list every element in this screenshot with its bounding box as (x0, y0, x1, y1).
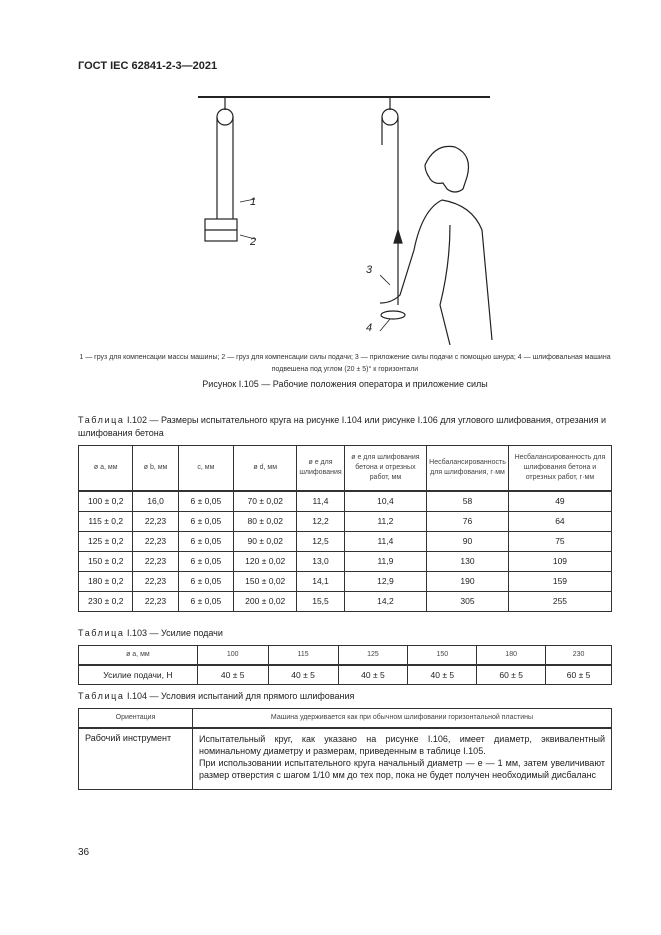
figure-label-3: 3 (366, 264, 373, 276)
table-cell: 60 ± 5 (477, 665, 546, 685)
row-label: Рабочий инструмент (79, 728, 193, 790)
table-cell: 120 ± 0,02 (234, 551, 297, 571)
table-cell: 125 ± 0,2 (79, 531, 133, 551)
table-row (79, 591, 612, 611)
table-header-row (79, 446, 612, 491)
table-cell: 40 ± 5 (338, 665, 408, 685)
table-cell: 60 ± 5 (546, 665, 612, 685)
table-cell: 180 ± 0,2 (79, 571, 133, 591)
figure-operator-drawing (180, 85, 520, 345)
figure-caption: Рисунок I.105 — Рабочие положения оператора и приложение силы (202, 379, 488, 389)
table-cell: 200 ± 0,02 (234, 591, 297, 611)
figure-legend: 1 — груз для компенсации массы машины; 2 — груз для компенсации силы подачи; 3 — приложение силы подачи с помощью шнура; 4 — шлифовальная машина подвешена под углом (20 ± 5)° к горизонтали (79, 354, 611, 373)
header-cell: c, мм (178, 446, 234, 491)
table-cell: Усилие подачи, Н (79, 665, 198, 685)
table-102-caption (78, 414, 612, 440)
header-cell: ø d, мм (234, 446, 297, 491)
table-cell: 40 ± 5 (197, 665, 268, 685)
table-102 (78, 445, 612, 612)
table-cell: 130 (427, 551, 509, 571)
table-row (79, 491, 612, 512)
header-cell: ø a, мм (79, 646, 198, 665)
paragraph: Испытательный круг, как указано на рисунке I.106, имеет диаметр, эквивалентный номинальному диаметру и размерам, приведенным в таблице I.105. (199, 733, 605, 756)
header-cell: 115 (268, 646, 338, 665)
table-cell: 11,9 (344, 551, 426, 571)
table-cell: 15,5 (297, 591, 344, 611)
header-cell: 230 (546, 646, 612, 665)
table-caption-text: I.104 — Условия испытаний для прямого шлифования (124, 691, 355, 701)
table-row (79, 571, 612, 591)
table-cell: 11,4 (344, 531, 426, 551)
table-cell: 40 ± 5 (408, 665, 477, 685)
table-cell: 115 ± 0,2 (79, 511, 133, 531)
figure-label-1: 1 (250, 196, 257, 208)
figure-label-4: 4 (366, 322, 373, 334)
table-cell: 10,4 (344, 491, 426, 512)
table-cell: 80 ± 0,02 (234, 511, 297, 531)
table-103 (78, 645, 612, 685)
table-prefix: Таблица (78, 628, 125, 638)
table-cell: 159 (508, 571, 611, 591)
table-cell: 255 (508, 591, 611, 611)
table-cell: 6 ± 0,05 (178, 491, 234, 512)
row-content (193, 728, 612, 790)
table-header-row (79, 709, 612, 728)
table-cell: 109 (508, 551, 611, 571)
table-cell: 16,0 (133, 491, 178, 512)
table-cell: 76 (427, 511, 509, 531)
table-cell: 12,2 (297, 511, 344, 531)
table-cell: 6 ± 0,05 (178, 571, 234, 591)
table-cell: 70 ± 0,02 (234, 491, 297, 512)
table-cell: 49 (508, 491, 611, 512)
table-cell: 11,2 (344, 511, 426, 531)
paragraph: При использовании испытательного круга начальный диаметр — e — 1 мм, затем увеличивают размер отверстия с шагом 1/10 мм до тех пор, пока не будет получен необходимый дисбаланс (199, 757, 605, 780)
table-103-caption (78, 627, 612, 640)
table-row (79, 531, 612, 551)
table-body (79, 491, 612, 612)
table-row (79, 511, 612, 531)
table-cell: 14,1 (297, 571, 344, 591)
table-cell: 6 ± 0,05 (178, 511, 234, 531)
header-cell: ø e для шлифования бетона и отрезных работ, мм (344, 446, 426, 491)
table-cell: 90 (427, 531, 509, 551)
table-row (79, 728, 612, 790)
header-cell: ø a, мм (79, 446, 133, 491)
table-cell: 64 (508, 511, 611, 531)
table-cell: 22,23 (133, 551, 178, 571)
table-cell: 11,4 (297, 491, 344, 512)
header-cell: ø b, мм (133, 446, 178, 491)
table-cell: 12,9 (344, 571, 426, 591)
table-cell: 58 (427, 491, 509, 512)
header-cell: 125 (338, 646, 408, 665)
table-caption-text: I.102 — Размеры испытательного круга на рисунке I.104 или рисунке I.106 для углового шлифования, отрезания и шлифования бетона (78, 415, 607, 438)
header-cell: 100 (197, 646, 268, 665)
table-cell: 150 ± 0,2 (79, 551, 133, 571)
header-cell: Несбалансированность для шлифования, г·мм (427, 446, 509, 491)
header-cell: 180 (477, 646, 546, 665)
table-row (79, 551, 612, 571)
table-cell: 22,23 (133, 591, 178, 611)
table-cell: 6 ± 0,05 (178, 591, 234, 611)
table-cell: 12,5 (297, 531, 344, 551)
table-cell: 305 (427, 591, 509, 611)
table-cell: 14,2 (344, 591, 426, 611)
header-cell: Несбалансированность для шлифования бетона и отрезных работ, г·мм (508, 446, 611, 491)
header-cell: 150 (408, 646, 477, 665)
table-cell: 22,23 (133, 531, 178, 551)
table-cell: 22,23 (133, 511, 178, 531)
table-cell: 75 (508, 531, 611, 551)
table-cell: 6 ± 0,05 (178, 551, 234, 571)
table-cell: 230 ± 0,2 (79, 591, 133, 611)
table-104-caption (78, 690, 612, 703)
table-prefix: Таблица (78, 415, 125, 425)
table-104 (78, 708, 612, 790)
table-caption-text: I.103 — Усилие подачи (124, 628, 223, 638)
table-row (79, 665, 612, 685)
table-cell: 150 ± 0,02 (234, 571, 297, 591)
table-cell: 6 ± 0,05 (178, 531, 234, 551)
header-cell: Машина удерживается как при обычном шлифовании горизонтальной пластины (193, 709, 612, 728)
table-cell: 22,23 (133, 571, 178, 591)
table-cell: 13,0 (297, 551, 344, 571)
table-cell: 100 ± 0,2 (79, 491, 133, 512)
header-cell: Ориентация (79, 709, 193, 728)
table-cell: 190 (427, 571, 509, 591)
table-cell: 40 ± 5 (268, 665, 338, 685)
table-header-row (79, 646, 612, 665)
page-number: 36 (78, 847, 90, 858)
table-cell: 90 ± 0,02 (234, 531, 297, 551)
table-prefix: Таблица (78, 691, 125, 701)
header-cell: ø e для шлифования (297, 446, 344, 491)
figure-label-2: 2 (250, 236, 257, 248)
document-header: ГОСТ IEC 62841-2-3—2021 (78, 60, 218, 72)
